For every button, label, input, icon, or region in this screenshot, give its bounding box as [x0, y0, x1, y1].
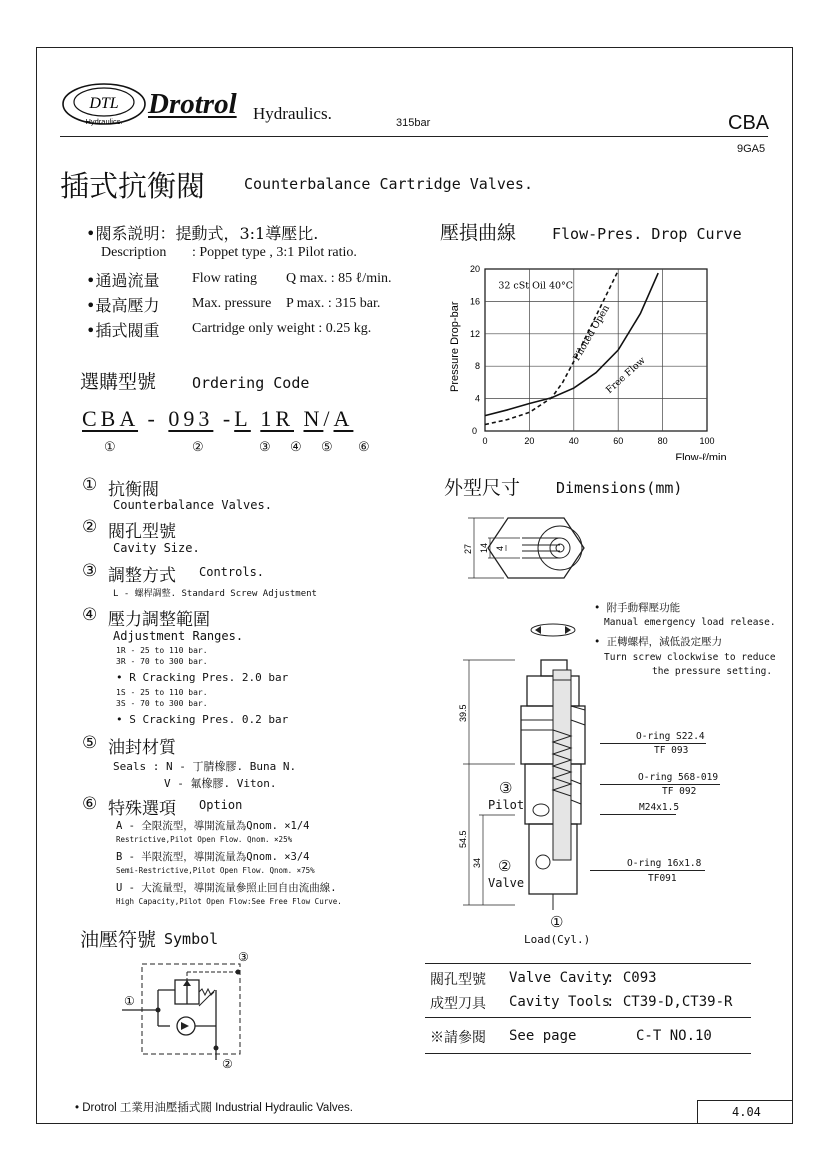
dim-title-zh: 外型尺寸	[444, 477, 521, 499]
option-u-en: High Capacity,Pilot Open Flow:See Free Flow Curve.	[116, 897, 342, 906]
product-subcode: 9GA5	[737, 143, 766, 155]
range-3r: 3R - 70 to 300 bar.	[116, 657, 208, 666]
tools-value: : CT39-D,CT39-R	[606, 994, 733, 1010]
tools-label-zh: 成型刀具	[430, 996, 486, 1012]
dim-34: 34	[472, 857, 482, 868]
see-label-en: See page	[509, 1028, 577, 1044]
option-b-zh: B - 半限流型，導開流量為Qnom. ×3/4	[116, 851, 310, 863]
note-screw-en-2: the pressure setting.	[652, 666, 773, 677]
thread-size: M24x1.5	[639, 802, 680, 813]
note-release-en: Manual emergency load release.	[604, 617, 776, 628]
option-b-en: Semi-Restrictive,Pilot Open Flow. Qnom. ×75%	[116, 866, 315, 875]
see-label-zh: ※請參閱	[430, 1030, 486, 1046]
oring-2: O-ring 568-019	[638, 772, 719, 783]
port-2-label: Valve	[488, 876, 525, 890]
port-1-num: ①	[550, 913, 564, 931]
chart-x-tick: 0	[482, 436, 488, 446]
item-4-zh: 壓力調整範圍	[108, 610, 210, 630]
range-1s: 1S - 25 to 110 bar.	[116, 688, 208, 697]
desc-en-value: : Poppet type , 3:1 Pilot ratio.	[192, 245, 357, 260]
oring-1-line	[600, 743, 706, 744]
item-2-num: ②	[82, 517, 98, 537]
tf-1: TF 093	[654, 745, 689, 756]
item-1-zh: 抗衡閥	[108, 480, 159, 500]
code-dash-2: -	[222, 406, 235, 431]
range-s-cracking: • S Cracking Pres. 0.2 bar	[116, 713, 289, 726]
item-3-en: Controls.	[199, 565, 265, 579]
desc-zh: •閥系説明：提動式，3:1導壓比.	[86, 224, 319, 243]
chart-title-en: Flow-Pres. Drop Curve	[552, 225, 742, 243]
tools-label-en: Cavity Tools	[509, 994, 611, 1010]
item-2-zh: 閥孔型號	[108, 522, 176, 542]
item-3-num: ③	[82, 561, 98, 581]
ordering-title-zh: 選購型號	[80, 371, 157, 393]
code-part-seal: N	[303, 406, 324, 431]
thread-line	[600, 814, 676, 815]
cavity-value: : C093	[606, 970, 657, 986]
option-u-zh: U - 大流量型，導開流量參照止回自由流曲線.	[116, 882, 337, 894]
chart-x-tick: 20	[524, 436, 535, 446]
item-1-num: ①	[82, 475, 98, 495]
oring-1: O-ring S22.4	[636, 731, 705, 742]
series-label-piloted-open: Piloted Open	[571, 303, 613, 363]
range-1r: 1R - 25 to 110 bar.	[116, 646, 208, 655]
page-number: 4.04	[732, 1105, 761, 1119]
option-a-zh: A - 全限流型，導開流量為Qnom. ×1/4	[116, 820, 310, 832]
chart-x-tick: 60	[613, 436, 624, 446]
symbol-port-2: ②	[222, 1057, 233, 1071]
item-6-num: ⑥	[82, 794, 98, 814]
oring-2-line	[600, 784, 720, 785]
item-4-num: ④	[82, 605, 98, 625]
chart-x-tick: 100	[699, 436, 715, 446]
item-2-en: Cavity Size.	[113, 541, 200, 555]
code-part-cba: CBA	[82, 406, 139, 431]
cavity-bottom-rule	[425, 1053, 751, 1054]
cavity-mid-rule	[425, 1017, 751, 1018]
seal-n: Seals : N - 丁腈橡膠. Buna N.	[113, 760, 297, 773]
code-num-6: ⑥	[358, 440, 370, 455]
series-piloted-open	[485, 271, 618, 425]
pressure-value: P max. : 315 bar.	[286, 296, 381, 311]
flow-pressure-chart	[440, 255, 740, 460]
item-6-zh: 特殊選項	[108, 799, 176, 819]
dim-4: 4	[495, 545, 505, 551]
note-screw-en-1: Turn screw clockwise to reduce	[604, 652, 776, 663]
logo-ring-text: Hydraulics.	[85, 117, 123, 126]
page-number-box	[697, 1100, 793, 1124]
hydraulic-symbol	[120, 950, 280, 1075]
chart-y-tick: 16	[469, 296, 480, 307]
dim-14: 14	[479, 542, 489, 553]
code-num-4: ④	[290, 440, 302, 455]
dim-27: 27	[463, 543, 473, 554]
logo-text: DTL	[89, 95, 119, 112]
chart-x-tick: 40	[568, 436, 579, 446]
flow-en: Flow rating	[192, 271, 257, 286]
code-num-5: ⑤	[321, 440, 333, 455]
hex-top-view	[460, 510, 610, 590]
code-dash-1: -	[147, 406, 159, 431]
pressure-rating: 315bar	[396, 117, 431, 129]
valve-cutaway	[455, 610, 625, 935]
brand-suffix: Hydraulics.	[253, 104, 332, 123]
note-release-zh: • 附手動釋壓功能	[594, 602, 681, 614]
port-3-label: Pilot	[488, 798, 525, 812]
ordering-title-en: Ordering Code	[192, 374, 310, 392]
code-part-option: A	[333, 406, 354, 431]
chart-xlabel: Flow-ℓ/min	[675, 452, 727, 460]
oring-3-line	[590, 870, 705, 871]
item-5-zh: 油封材質	[108, 738, 176, 758]
seal-v: V - 氟橡膠. Viton.	[164, 777, 277, 790]
tf-3: TF091	[648, 873, 677, 884]
range-3s: 3S - 70 to 300 bar.	[116, 699, 208, 708]
chart-y-tick: 8	[474, 361, 480, 372]
symbol-port-3: ③	[238, 950, 249, 964]
code-num-1: ①	[104, 440, 116, 455]
code-slash: /	[323, 406, 334, 431]
code-part-cavity: 093	[168, 406, 214, 431]
title-en: Counterbalance Cartridge Valves.	[244, 175, 533, 193]
cavity-top-rule	[425, 963, 751, 964]
symbol-title-zh: 油壓符號	[80, 929, 157, 951]
chart-annotation: 32 cSt Oil 40°C	[498, 280, 574, 292]
weight-en: Cartridge only weight : 0.25 kg.	[192, 321, 372, 336]
option-a-en: Restrictive,Pilot Open Flow. Qnom. ×25%	[116, 835, 293, 844]
pressure-en: Max. pressure	[192, 296, 272, 311]
desc-en-label: Description	[101, 245, 167, 260]
chart-y-tick: 20	[469, 264, 480, 274]
port-2-num: ②	[498, 857, 512, 875]
chart-y-tick: 4	[474, 393, 480, 404]
series-free-flow	[485, 273, 658, 416]
footer-text: • Drotrol 工業用油壓插式閥 Industrial Hydraulic Valves.	[75, 1102, 353, 1114]
code-part-range: 1R	[260, 406, 294, 431]
tf-2: TF 092	[662, 786, 697, 797]
note-screw-zh: • 正轉螺桿，減低設定壓力	[594, 636, 723, 648]
dim-39-5: 39.5	[458, 704, 468, 722]
brand-name: Drotrol	[148, 88, 237, 120]
code-num-3: ③	[259, 440, 271, 455]
item-3-detail: L - 螺桿調整. Standard Screw Adjustment	[113, 589, 317, 599]
cavity-label-en: Valve Cavity	[509, 970, 611, 986]
dim-54-5: 54.5	[458, 830, 468, 848]
range-r-cracking: • R Cracking Pres. 2.0 bar	[116, 671, 289, 684]
code-part-control: L	[234, 406, 251, 431]
symbol-port-1: ①	[124, 994, 135, 1008]
chart-title-zh: 壓損曲線	[440, 222, 517, 244]
series-label-free-flow: Free Flow	[603, 355, 648, 396]
product-code: CBA	[728, 112, 770, 134]
chart-ylabel: Pressure Drop-bar	[449, 301, 461, 392]
chart-origin-tick: 0	[471, 426, 477, 436]
flow-value: Q max. : 85 ℓ/min.	[286, 271, 392, 286]
flow-zh: •通過流量	[86, 271, 160, 290]
chart-y-tick: 12	[469, 328, 480, 339]
port-3-num: ③	[499, 779, 513, 797]
cavity-label-zh: 閥孔型號	[430, 972, 486, 988]
dtl-logo	[60, 80, 150, 132]
item-5-num: ⑤	[82, 733, 98, 753]
pressure-zh: •最高壓力	[86, 296, 160, 315]
see-page-ref: C-T NO.10	[636, 1028, 712, 1044]
oring-3: O-ring 16x1.8	[627, 858, 702, 869]
item-6-en: Option	[199, 798, 243, 812]
item-1-en: Counterbalance Valves.	[113, 498, 272, 512]
item-3-zh: 調整方式	[108, 566, 176, 586]
symbol-title-en: Symbol	[164, 930, 219, 948]
ordering-code	[82, 406, 353, 432]
port-1-label: Load(Cyl.)	[524, 933, 591, 946]
header-rule	[60, 136, 768, 137]
code-num-2: ②	[192, 440, 204, 455]
title-zh: 插式抗衡閥	[60, 169, 206, 203]
dim-title-en: Dimensions(mm)	[556, 479, 683, 497]
chart-x-tick: 80	[657, 436, 668, 446]
weight-zh: •插式閥重	[86, 321, 160, 340]
item-4-en: Adjustment Ranges.	[113, 629, 244, 643]
